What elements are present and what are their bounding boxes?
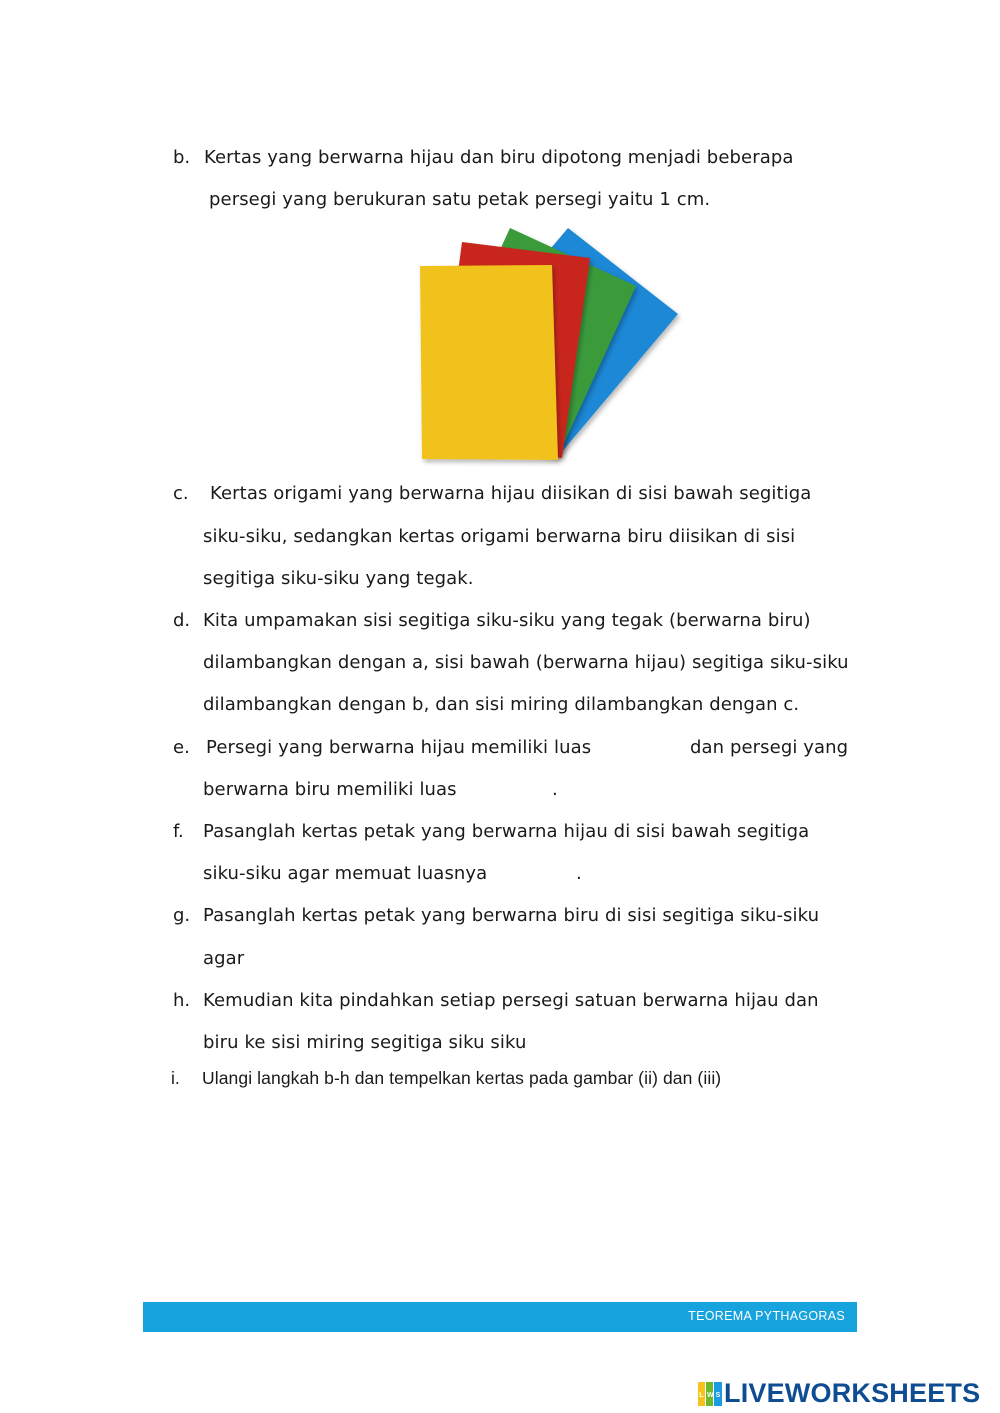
item-d-line-1: Kita umpamakan sisi segitiga siku-siku yang tegak (berwarna biru) bbox=[203, 610, 811, 631]
svg-text:S: S bbox=[715, 1392, 721, 1399]
item-e-line-1a: Persegi yang berwarna hijau memiliki luas bbox=[206, 737, 592, 758]
item-i-marker: i. bbox=[171, 1068, 180, 1088]
item-b-line-1: Kertas yang berwarna hijau dan biru dipotong menjadi beberapa bbox=[204, 147, 794, 168]
green-fill-answer-input[interactable] bbox=[490, 862, 576, 888]
item-g-line-1: Pasanglah kertas petak yang berwarna biru di sisi segitiga siku-siku bbox=[203, 905, 820, 926]
item-i-line-1: Ulangi langkah b-h dan tempelkan kertas pada gambar (ii) dan (iii) bbox=[202, 1068, 722, 1088]
item-h-line-1: Kemudian kita pindahkan setiap persegi satuan berwarna hijau dan bbox=[203, 990, 819, 1011]
item-b-marker: b. bbox=[173, 147, 191, 168]
svg-text:L: L bbox=[699, 1392, 704, 1399]
item-c-line-1: Kertas origami yang berwarna hijau diisikan di sisi bawah segitiga bbox=[210, 483, 812, 504]
item-d-marker: d. bbox=[173, 610, 191, 631]
blue-fill-answer-input[interactable] bbox=[250, 947, 554, 973]
item-e-marker: e. bbox=[173, 737, 190, 758]
yellow-paper bbox=[420, 265, 558, 460]
liveworksheets-brand[interactable] bbox=[698, 1378, 998, 1412]
item-e-period: . bbox=[552, 779, 558, 800]
colored-papers-image bbox=[410, 222, 690, 467]
item-f-line-1: Pasanglah kertas petak yang berwarna hijau di sisi bawah segitiga bbox=[203, 821, 810, 842]
item-f-line-2: siku-siku agar memuat luasnya bbox=[203, 863, 488, 884]
item-g-line-2: agar bbox=[203, 948, 245, 969]
brand-name: LIVEWORKSHEETS bbox=[724, 1378, 981, 1408]
item-e-line-2: berwarna biru memiliki luas bbox=[203, 779, 457, 800]
item-f-period: . bbox=[576, 863, 582, 884]
liveworksheets-logo-icon bbox=[698, 1382, 722, 1406]
item-c-line-3: segitiga siku-siku yang tegak. bbox=[203, 568, 474, 589]
green-area-answer-input[interactable] bbox=[604, 736, 688, 762]
item-f-marker: f. bbox=[173, 821, 184, 842]
footer-title: TEOREMA PYTHAGORAS bbox=[688, 1309, 845, 1323]
item-e-line-1b: dan persegi yang bbox=[690, 737, 849, 758]
item-d-line-3: dilambangkan dengan b, dan sisi miring dilambangkan dengan c. bbox=[203, 694, 800, 715]
item-g-marker: g. bbox=[173, 905, 191, 926]
item-d-line-2: dilambangkan dengan a, sisi bawah (berwarna hijau) segitiga siku-siku bbox=[203, 652, 849, 673]
item-h-marker: h. bbox=[173, 990, 191, 1011]
svg-text:W: W bbox=[707, 1392, 714, 1399]
footer-bar bbox=[143, 1302, 857, 1332]
item-c-marker: c. bbox=[173, 483, 189, 504]
item-b-line-2: persegi yang berukuran satu petak persegi yaitu 1 cm. bbox=[209, 189, 711, 210]
item-c-line-2: siku-siku, sedangkan kertas origami berwarna biru diisikan di sisi bbox=[203, 526, 796, 547]
blue-area-answer-input[interactable] bbox=[462, 778, 554, 804]
item-h-line-2: biru ke sisi miring segitiga siku siku bbox=[203, 1032, 527, 1053]
